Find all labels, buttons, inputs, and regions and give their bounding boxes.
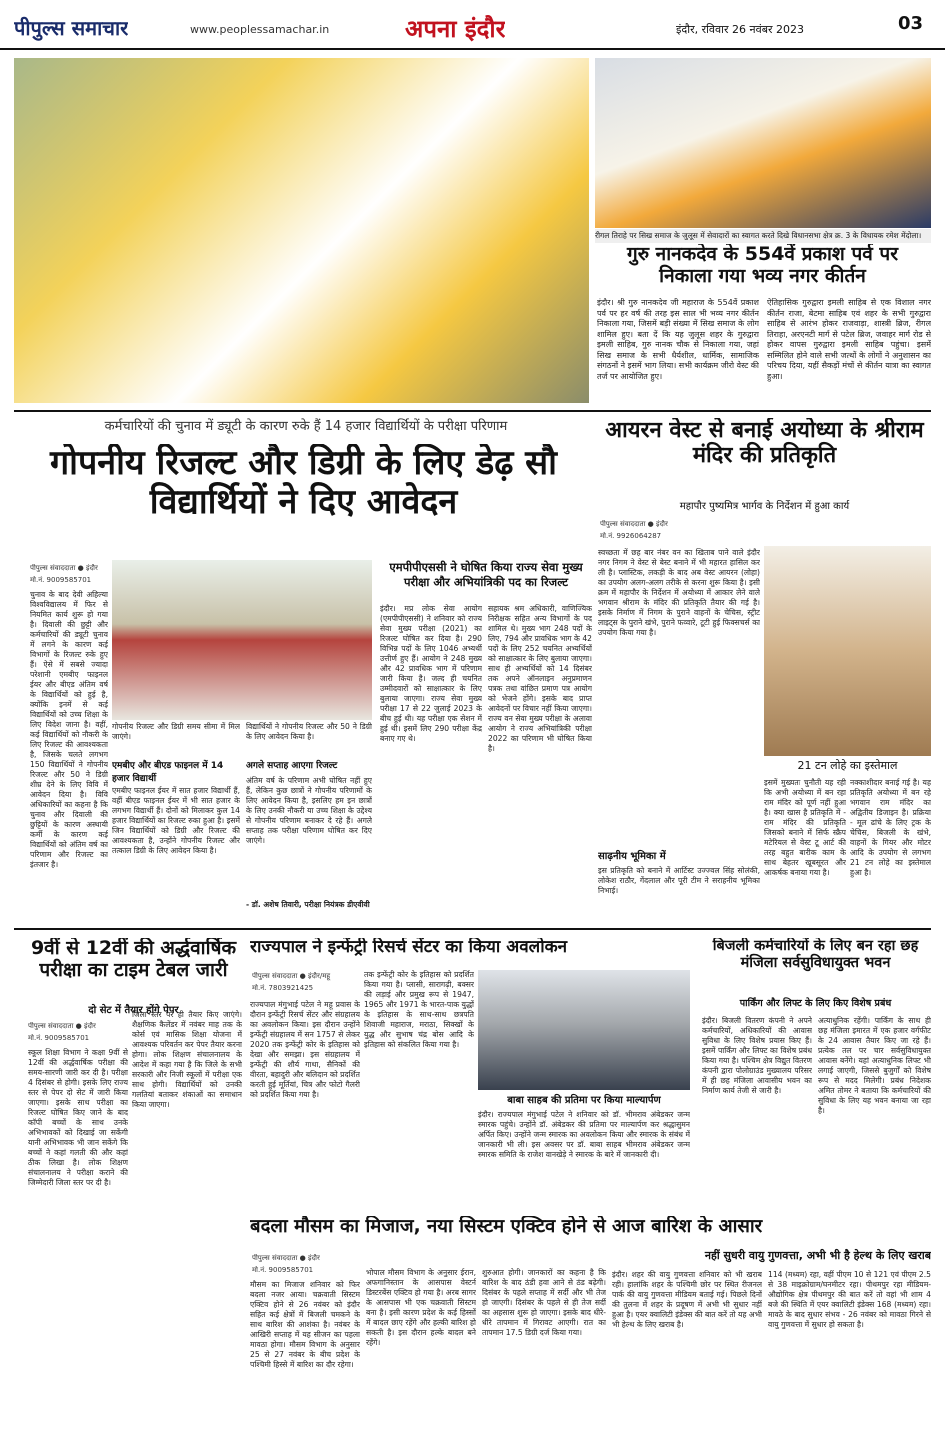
story6-phone: मो.नं. 7803921425 (252, 984, 314, 992)
story6-photo-body: इंदौर। राज्यपाल मंगुभाई पटेल ने शनिवार को डॉ. भीमराव अंबेडकर जन्म स्मारक पहुंचे। उन्होंने डॉ. अंबेडकर की प्रतिमा पर माल्यार्पण कर श्रद्धासुमन अर्पित किए। उन्होंने जन्म स्मारक का अवलोकन किया और स्मारक के संबंध में जानकारी भी ली। इस अवसर पर डॉ. बाबा साहब भीमराव अंबेडकर जन्म स्मारक समिति के राजेश वानखेड़े ने स्मारक के बारे में जानकारी दी। (478, 1110, 690, 1160)
section-title: अपना इंदौर (405, 15, 506, 43)
story7-col2: अत्याधुनिक रहेंगी। पार्किंग के साथ ही छह मंजिला इमारत में एक हजार वर्गफीट के 24 आवास तैयार किए जा रहे हैं। प्रत्येक तल पर चार सर्वसुविधायुक्त आवास बनेंगे। यहां अत्याधुनिक लिफ्ट भी लगाई जाएगी, जिससे बुजुर्गों को विशेष रूप से मदद मिलेगी। प्रबंध निदेशक अमित तोमर ने बताया कि कर्मचारियों की सुविधा के लिए यह भवन बनाया जा रहा है। (818, 1016, 931, 1116)
story2-phone: मो.नं. 9009585701 (30, 576, 92, 584)
temple-replica-photo (764, 546, 931, 756)
story4-col3: नक्काशीदार बनाई गई है। यह प्रतिकृति अयोध्या में बन रहे भगवान राम मंदिर का अद्वितीय डिजाइन है। प्रक्रिया - मूल ढांचे के लिए ट्रक के चेचिस, बिजली के खंभे, वाहनों के गियर और मोटर आदि के उपयोग से लगभग 21 टन लोहे का इस्तेमाल हुआ है। (850, 778, 931, 878)
story6-col1: राज्यपाल मंगुभाई पटेल ने महू प्रवास के दौरान इन्फेंट्री रिसर्च सेंटर और संग्रहालय का अवलोकन किया। इस दौरान उन्होंने इन्फेंट्री संग्रहालय में सन 1757 से लेकर 2020 तक इन्फेंट्री कोर के इतिहास को देखा और समझा। इस संग्रहालय में इन्फेंट्री की शौर्य गाथा, सैनिकों की वीरता, बहादुरी और बलिदान को प्रदर्शित करती हुई मूर्तियां, चित्र और फोटो गैलरी को प्रदर्शित किया गया है। (250, 1000, 360, 1100)
story4-col2: इसमें मुख्यतः चुनौती यह रही कि अभी अयोध्या में बन रहा राम मंदिर को पूर्ण नहीं हुआ है। क्या खास है प्रतिकृति में - राम मंदिर की प्रतिकृति जिसको बनाने में सिर्फ स्क्रैप मटेरियल से वेस्ट टू आर्ट की तरह बहुत बारीक काम के साथ बेहतर खूबसूरत और आकर्षक बनाया गया है। (764, 778, 846, 878)
story3-col2: सहायक श्रम अधिकारी, वाणिज्यिक निरीक्षक सहित अन्य विभागों के पद शामिल थे। मुख्य भाग 248 पदों के लिए, 794 और प्रावधिक भाग के 42 पदों के लिए 252 चयनित अभ्यर्थियों को साक्षात्कार के लिए बुलाया जाएगा। साथ ही अभ्यर्थियों को 14 दिसंबर तक अपने ऑनलाइन अनुप्रमाणन पत्रक तथा वांछित प्रमाण पत्र आयोग को भेजने होंगे। इसके बाद प्राप्त आवेदनों पर विचार नहीं किया जाएगा। राज्य वन सेवा मुख्य परीक्षा के अलावा आयोग ने राज्य अभियांत्रिकी परीक्षा 2022 का परिणाम भी घोषित किया है। (488, 604, 592, 754)
story4-photo-caption: 21 टन लोहे का इस्तेमाल (797, 759, 898, 772)
story4-sub-body: इस प्रतिकृति को बनाने में आर्टिस्ट उज्ज्वल सिंह सोलंकी, लोकेश राठौर, गेंदलाल और पूरी टीम ने सराहनीय भूमिका निभाई। (598, 866, 760, 896)
story5-col1: स्कूल शिक्षा विभाग ने कक्षा 9वीं से 12वीं की अर्द्धवार्षिक परीक्षा की समय-सारणी जारी कर दी है। परीक्षा 4 दिसंबर से होगी। इसके लिए राज्य स्तर से पेपर दो सेट में जारी किया जाएगा। इसके साथ परीक्षा का रिजल्ट घोषित किए जाने के बाद कॉपी बच्चों के साथ उनके अभिभावकों को दिखाई जा सकेंगी यानी अभिभावक भी जान सकेंगे कि बच्चों ने कहां गलती की और कहां ठीक लिखा है। लोक शिक्षण संचालनालय ने परीक्षा कराने की जिम्मेदारी जिला स्तर पर दी है। (28, 1048, 128, 1188)
story8-deck: नहीं सुधरी वायु गुणवत्ता, अभी भी है हेल्थ के लिए खराब (704, 1249, 931, 1262)
story6-photo-caption: बाबा साहब की प्रतिमा पर किया माल्यार्पण (507, 1095, 661, 1106)
story5-col2: जिला स्तर पर ही तैयार किए जाएंगे। शैक्षणिक कैलेंडर में नवंबर माह तक के कोर्स एवं मासिक शिक्षा योजना में आवश्यक परिवर्तन कर पेपर तैयार करना होगा। लोक शिक्षण संचालनालय के आदेश में कहा गया है कि जिले के सभी सरकारी और निजी स्कूलों में परीक्षा एक साथ होगी। विद्यार्थियों को उनकी गलतियां बताकर शंकाओं का समाधान किया जाएगा। (132, 1010, 242, 1110)
story3-col1: इंदौर। मप्र लोक सेवा आयोग (एमपीपीएससी) ने शनिवार को राज्य सेवा मुख्य परीक्षा (2021) का रिजल्ट घोषित कर दिया है। 290 विभिन्न पदों के लिए 1046 अभ्यर्थी उत्तीर्ण हुए हैं। आयोग ने 248 मुख्य और 42 प्रावधिक भाग में परिणाम जारी किया है। जल्द ही चयनित उम्मीदवारों को साक्षात्कार के लिए बुलाया जाएगा। राज्य सेवा मुख्य परीक्षा 17 से 22 जुलाई 2023 के बीच हुई थी। यह परीक्षा एक सेशन में हुई थी। इसमें लिए 290 परीक्षा केंद्र बनाए गए थे। (380, 604, 482, 744)
story1-col2: ऐतिहासिक गुरुद्वारा इमली साहिब से एक विशाल नगर कीर्तन राजा, बेटमा साहिब एवं शहर के सभी गुरुद्वारा साहिब से आरंभ होकर राजवाड़ा, शास्त्री ब्रिज, रीगल तिराहा, अरएनटी मार्ग से पटेल ब्रिज, जवाहर मार्ग रोड से होकर वापस गुरुद्वारा इमली साहिब पहुंचा। इसमें सम्मिलित होने वाले सभी जत्थों के लोगों ने अनुशासन का परिचय दिया, यहीं सैकड़ों मंचों से कीर्तन यात्रा का स्वागत हुआ। (767, 298, 931, 381)
website-url[interactable]: www.peoplessamachar.in (190, 23, 330, 36)
story2-photo-caption2: विद्यार्थियों ने गोपनीय रिजल्ट और 50 ने डिग्री के लिए आवेदन किया है। (246, 722, 372, 742)
story8-col3: शुरुआत होगी। जानकारों का कहना है कि बारिश के बाद ठंडी हवा आने से ठंड बढ़ेगी। दिसंबर के पहले सप्ताह में सर्दी और भी तेज हो जाएगी। दिसंबर के पहले से ही तेज सर्दी का अहसास शुरू हो जाएगा। इसके बाद धीरे-धीरे तापमान में गिरावट आएगी। रात का तापमान 17.5 डिग्री दर्ज किया गया। (482, 1268, 606, 1338)
story2-kicker: कर्मचारियों की चुनाव में ड्यूटी के कारण रुके हैं 14 हजार विद्यार्थियों के परीक्षा परिणाम (104, 419, 508, 434)
university-photo (112, 560, 372, 720)
story1-col1: इंदौर। श्री गुरु नानकदेव जी महाराज के 554वें प्रकाश पर्व पर हर वर्ष की तरह इस साल भी भव्य नगर कीर्तन निकाला गया, जिसमें बड़ी संख्या में सिख समाज के लोग शामिल हुए। बता दें कि यह जुलूस शहर के गुरुद्वारा इमली साहिब, गुरु नानक चौक से निकाला गया, जहां सिख समाज के सभी धैर्यशील, धार्मिक, सामाजिक संगठनों ने इसमें भाग लिया। सभी कार्यक्रम जीरो वेस्ट की तर्ज पर आयोजित हुए। (597, 298, 759, 381)
story4-headline: आयरन वेस्ट से बनाई अयोध्या के श्रीराम मंदिर की प्रतिकृति (605, 418, 924, 469)
story4-sub: साढ़नीय भूमिका में (598, 851, 666, 862)
story2-quote-by: - डॉ. अशेष तिवारी, परीक्षा नियंत्रक डीएवीवी (246, 900, 370, 909)
story4-deck: महापौर पुष्यमित्र भार्गव के निर्देशन में हुआ कार्य (679, 501, 850, 512)
story4-phone: मो.नं. 9926064287 (600, 532, 662, 540)
story4-byline: पीपुल्स संवाददाता ● इंदौर (600, 520, 668, 528)
story5-headline: 9वीं से 12वीं की अर्द्धवार्षिक परीक्षा का टाइम टेबल जारी (30, 938, 237, 981)
story4-col1: स्वच्छता में छह बार नंबर वन का खिताब पाने वाले इंदौर नगर निगम ने वेस्ट से बेस्ट बनाने में भी महारत हासिल कर ली है। प्लास्टिक, लकड़ी के बाद अब वेस्ट आयरन (लोहा) का उपयोग अलग-अलग तरीके से करना शुरू किया है। इसी क्रम में महापौर के निर्देशन में अयोध्या में आकार लेने वाले भगवान श्रीराम के मंदिर की प्रतिकृति तैयार की गई है। इसके निर्माण में निगम के पुराने वाहनों के चेचिस, स्ट्रीट लाइट्स के पुराने खंभे, पुराने फव्वारे, टूटी हुई फिक्सचर्स का उपयोग किया गया है। (598, 548, 760, 638)
story8-headline: बदला मौसम का मिजाज, नया सिस्टम एक्टिव होने से आज बारिश के आसार (250, 1216, 763, 1237)
story6-byline: पीपुल्स संवाददाता ● इंदौर/महू (252, 972, 331, 980)
story6-headline: राज्यपाल ने इन्फेंट्री रिसर्च सेंटर का किया अवलोकन (250, 938, 568, 957)
story2-sub1: एमबीए और बीएड फाइनल में 14 हजार विद्यार्थी (112, 761, 224, 784)
governor-photo (478, 970, 690, 1090)
story6-col2: तक इन्फेंट्री कोर के इतिहास को प्रदर्शित किया गया है। प्लासी, सारागढ़ी, बक्सर की लड़ाई और प्रमुख रूप से 1947, 1965 और 1971 के भारत-पाक युद्धों के इतिहास के साथ-साथ छत्रपति शिवाजी महाराज, मराठा, सिक्खों के युद्ध और सुभाष चंद्र बोस आदि के इतिहास को संकलित किया गया है। (364, 970, 474, 1050)
story8-col1: मौसम का मिजाज शनिवार को फिर बदला नजर आया। चक्रवाती सिस्टम एक्टिव होने से 26 नवंबर को इंदौर सहित कई क्षेत्रों में बिजली चमकने के साथ बारिश की आशंका है। नवंबर के आखिरी सप्ताह में यह सीजन का पहला मावठा होगा। मौसम विभाग के अनुसार 25 से 27 नवंबर के बीच प्रदेश के पश्चिमी हिस्से में बारिश का दौर रहेगा। (250, 1280, 360, 1370)
story7-deck: पार्किंग और लिफ्ट के लिए किए विशेष प्रबंध (739, 998, 892, 1009)
divider (14, 410, 931, 412)
brand-logo: पीपुल्स समाचार (14, 16, 129, 40)
story2-sub1-body: एमबीए फाइनल ईयर में सात हजार विद्यार्थी हैं, वहीं बीएड फाइनल ईयर में भी सात हजार के लगभग विद्यार्थी हैं। दोनों को मिलाकर कुल 14 हजार विद्यार्थियों का रिजल्ट रुका हुआ है। इसमें जिन विद्यार्थियों को डिग्री और रिजल्ट की आवश्यकता है, उन्होंने गोपनीय रिजल्ट और तत्काल डिग्री के लिए आवेदन किया है। (112, 786, 240, 856)
story8-col2: भोपाल मौसम विभाग के अनुसार ईरान, अफगानिस्तान के आसपास वेस्टर्न डिस्टरबेंस एक्टिव हो गया है। अरब सागर के आसपास भी एक चक्रवाती सिस्टम बना है। इसी कारण प्रदेश के कई हिस्सों में बादल छाए रहेंगे और हल्की बारिश हो सकती है। इस दौरान हल्के बादल बने रहेंगे। (366, 1268, 476, 1348)
story2-headline: गोपनीय रिजल्ट और डिग्री के लिए डेढ़ सौ विद्यार्थियों ने दिए आवेदन (50, 444, 557, 523)
page-number: 03 (898, 13, 924, 34)
story7-col1: इंदौर। बिजली वितरण कंपनी ने अपने कर्मचारियों, अधिकारियों की आवास सुविधा के लिए विशेष प्रयास किए हैं। इसमें पार्किंग और लिफ्ट का विशेष प्रबंध किया गया है। पश्चिम क्षेत्र विद्युत वितरण कंपनी द्वारा पोलोग्राउंड मुख्यालय परिसर में ही छह मंजिला आवासीय भवन का निर्माण कार्य तेजी से जारी है। (702, 1016, 812, 1096)
mla-photo (595, 58, 931, 228)
story8-col5: 114 (मध्यम) रहा, वहीं पीएम 10 से 121 एवं पीएम 2.5 से 38 माइक्रोग्राम/घनमीटर रहा। पीथमपुर रहा मीडियम-औद्योगिक क्षेत्र पीथमपुर की बात करें तो वहां भी शाम 4 बजे की स्थिति में एयर क्वालिटी इंडेक्स 168 (मध्यम) रहा। मावठे के बाद सुधार संभव - 26 नवंबर को मावठा गिरने से वायु गुणवत्ता में सुधार हो सकता है। (768, 1270, 931, 1330)
story8-col4: इंदौर। शहर की वायु गुणवत्ता शनिवार को भी खराब रही। हालांकि शहर के पश्चिमी छोर पर स्थित रीजनल पार्क की वायु गुणवत्ता मीडियम बताई गई। पिछले दिनों की तुलना में शहर के प्रदूषण में अभी भी सुधार नहीं हुआ है। एयर क्वालिटी इंडेक्स की बात करें तो यह अभी भी हेल्थ के लिए खराब है। (612, 1270, 762, 1330)
story5-deck: दो सेट में तैयार होंगे पेपर (88, 1005, 179, 1016)
story5-phone: मो.नं. 9009585701 (28, 1034, 90, 1042)
story3-headline: एमपीपीएससी ने घोषित किया राज्य सेवा मुख्य परीक्षा और अभियांत्रिकी पद का रिजल्ट (389, 560, 583, 589)
story2-sub2-body: अंतिम वर्ष के परिणाम अभी घोषित नहीं हुए हैं, लेकिन कुछ छात्रों ने गोपनीय परिणामों के लिए आवेदन किया है, इसलिए हम इन छात्रों के लिए उनकी नौकरी या उच्च शिक्षा के उद्देश्य से गोपनीय परिणाम बनाकर दे रहे हैं। अगले सप्ताह तक परीक्षा परिणाम घोषित कर दिए जाएंगे। (246, 776, 372, 846)
divider (14, 928, 931, 930)
story2-col1: चुनाव के बाद देवी अहिल्या विश्वविद्यालय में फिर से नियमित कार्य शुरू हो गया है। दिवाली की छुट्टी और कर्मचारियों की ड्यूटी चुनाव में लगने के कारण कई विभागों के रिजल्ट रुके हुए हैं। ऐसे में सबसे ज्यादा परेशानी एमबीए फाइनल ईयर और बीएड अंतिम वर्ष के विद्यार्थियों को हुई है, क्योंकि इनमें से कई विद्यार्थियों को उच्च शिक्षा के लिए विदेश जाना है। वहीं, कई विद्यार्थियों को नौकरी के लिए रिजल्ट की आवश्यकता है, जिसके चलते लगभग 150 विद्यार्थियों ने गोपनीय रिजल्ट और 50 ने डिग्री शीघ्र देने के लिए विवि में आवेदन दिया है। विवि अधिकारियों का कहना है कि चुनाव और दिवाली की छुट्टियों के कारण अस्थायी कर्मी के कारण कई विद्यार्थियों को अंतिम वर्ष का परिणाम और रिजल्ट का इंतजार है। (30, 590, 108, 870)
side-photo-caption: रीगल तिराहे पर सिख समाज के जुलूस में सेवादारों का स्वागत करते दिखे विधानसभा क्षेत्र क्र. 3 के विधायक रमेश मेंदोला। (595, 229, 931, 243)
issue-date: इंदौर, रविवार 26 नवंबर 2023 (676, 23, 804, 36)
story8-phone: मो.नं. 9009585701 (252, 1266, 314, 1274)
story2-byline: पीपुल्स संवाददाता ● इंदौर (30, 564, 98, 572)
procession-photo (14, 58, 589, 403)
story7-headline: बिजली कर्मचारियों के लिए बन रहा छह मंजिला सर्वसुविधायुक्त भवन (712, 938, 919, 971)
story2-sub2: अगले सप्ताह आएगा रिजल्ट (246, 761, 338, 771)
story1-headline: गुरु नानकदेव के 554वें प्रकाश पर्व पर निकाला गया भव्य नगर कीर्तन (627, 244, 898, 287)
story5-byline: पीपुल्स संवाददाता ● इंदौर (28, 1022, 96, 1030)
story8-byline: पीपुल्स संवाददाता ● इंदौर (252, 1254, 320, 1262)
story2-photo-caption: गोपनीय रिजल्ट और डिग्री समय सीमा में मिल जाएंगे। (112, 722, 240, 742)
